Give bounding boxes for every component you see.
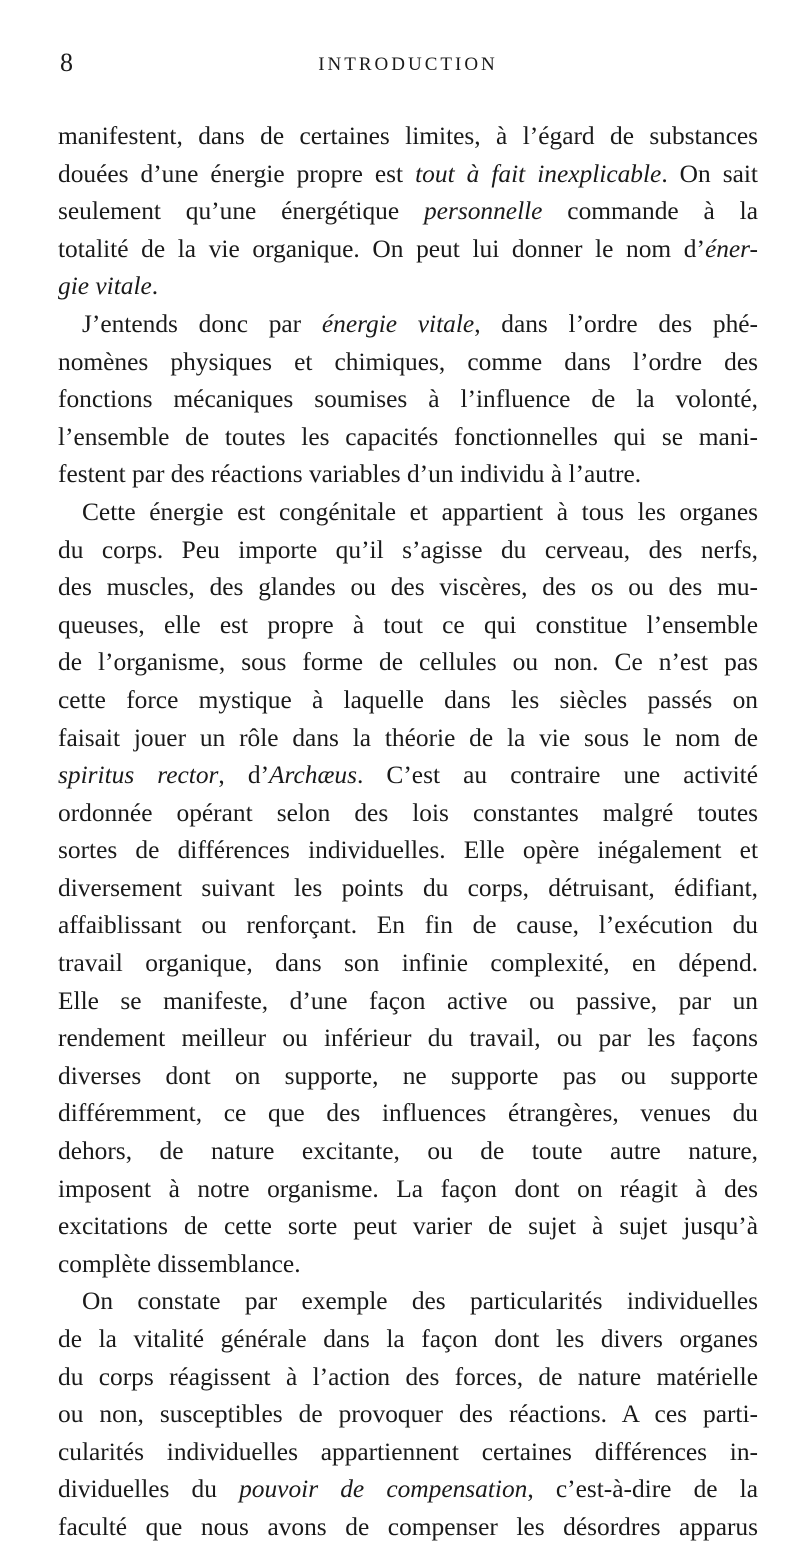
text-line: Cette énergie est congénitale et appartient à tous les organes [82, 497, 758, 526]
text-line: ordonnée opérant selon des lois constantes malgré toutes [58, 798, 758, 827]
text-line: queuses, elle est propre à tout ce qui constitue l’ensemble [58, 610, 758, 639]
text-line: des muscles, des glandes ou des viscères, des os ou des mu- [58, 573, 758, 602]
text-line: dehors, de nature excitante, ou de toute autre nature, [58, 1137, 758, 1166]
page-number: 8 [60, 48, 73, 77]
paragraph-p1 [58, 118, 758, 306]
text-line: excitations de cette sorte peut varier de sujet à sujet jusqu’à [58, 1212, 758, 1241]
text-line: imposent à notre organisme. La façon dont on réagit à des [58, 1174, 758, 1203]
text-line: nomènes physiques et chimiques, comme dans l’ordre des [58, 347, 758, 376]
running-head: INTRODUCTION [318, 54, 498, 75]
text-line: de l’organisme, sous forme de cellules ou non. Ce n’est pas [58, 648, 758, 677]
text-line: affaiblissant ou renforçant. En fin de cause, l’exécution du [58, 911, 758, 940]
text-line: faculté que nous avons de compenser les désordres apparus [58, 1512, 758, 1541]
text-line: J’entends donc par énergie vitale, dans l’ordre des phé- [82, 309, 759, 338]
text-line: spiritus rector, d’Archæus. C’est au contraire une activité [58, 761, 758, 790]
text-line: sortes de différences individuelles. Elle opère inégalement et [58, 836, 758, 865]
text-line: Elle se manifeste, d’une façon active ou passive, par un [58, 986, 758, 1015]
text-line: du corps. Peu importe qu’il s’agisse du cerveau, des nerfs, [58, 535, 758, 564]
text-line: de la vitalité générale dans la façon dont les divers organes [58, 1325, 758, 1353]
text-line: fonctions mécaniques soumises à l’influence de la volonté, [58, 385, 758, 414]
book-page [58, 48, 758, 1547]
paragraph-p3 [58, 494, 758, 1283]
body-text [58, 118, 758, 1547]
text-line: cularités individuelles appartiennent certaines différences in- [58, 1437, 758, 1466]
text-line: totalité de la vie organique. On peut lui donner le nom d’éner- [58, 234, 758, 263]
text-line: manifestent, dans de certaines limites, à l’égard de substances [58, 122, 758, 150]
text-line: faisait jouer un rôle dans la théorie de la vie sous le nom de [58, 723, 758, 752]
text-line: du corps réagissent à l’action des forces, de nature matérielle [58, 1362, 758, 1391]
text-line: l’ensemble de toutes les capacités fonctionnelles qui se mani- [58, 422, 758, 451]
text-line: douées d’une énergie propre est tout à fait inexplicable. On sait [58, 159, 758, 188]
text-line: travail organique, dans son infinie complexité, en dépend. [58, 949, 758, 978]
text-line: complète dissemblance. [58, 1249, 301, 1278]
text-line: seulement qu’une énergétique personnelle commande à la [58, 197, 759, 226]
text-line: diversement suivant les points du corps, détruisant, édifiant, [58, 873, 758, 902]
text-line: festent par des réactions variables d’un individu à l’autre. [58, 460, 642, 489]
text-line: différemment, ce que des influences étrangères, venues du [58, 1099, 758, 1128]
text-line: dividuelles du pouvoir de compensation, c’est-à-dire de la [58, 1475, 758, 1504]
text-line: On constate par exemple des particularités individuelles [82, 1287, 758, 1316]
text-line: ou non, susceptibles de provoquer des réactions. A ces parti- [58, 1400, 758, 1429]
text-line: cette force mystique à laquelle dans les siècles passés on [58, 685, 758, 714]
text-line: gie vitale. [58, 272, 159, 301]
text-line: diverses dont on supporte, ne supporte pas ou supporte [58, 1061, 758, 1090]
paragraph-p2 [58, 306, 758, 494]
text-line: rendement meilleur ou inférieur du travail, ou par les façons [58, 1024, 758, 1053]
page-header [58, 48, 758, 84]
paragraph-p4 [58, 1283, 758, 1546]
